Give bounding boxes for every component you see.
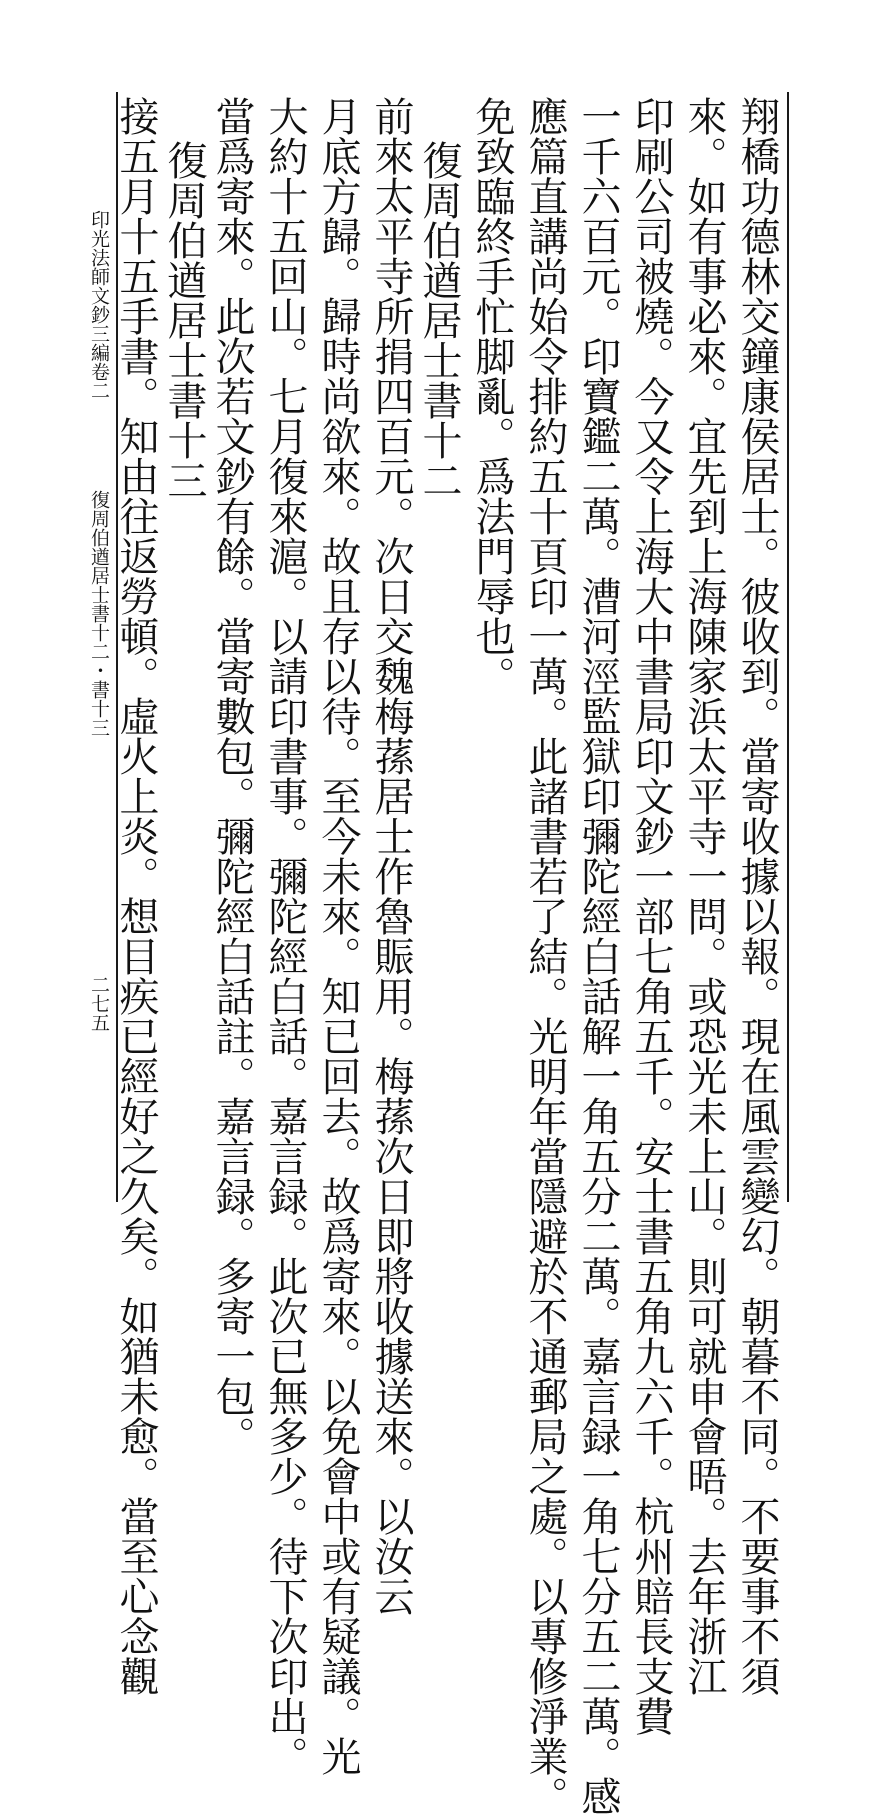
right-border-rule: [787, 92, 789, 1202]
text-column-6: 免致臨終手忙脚亂。爲法門辱也。: [469, 96, 515, 696]
letter-heading-12: 復周伯遒居士書十二: [416, 140, 462, 500]
text-column-2: 來。如有事必來。宜先到上海陳家浜太平寺一問。或恐光未上山。則可就申會晤。去年浙江: [681, 96, 727, 1696]
text-column-9: 月底方歸。歸時尚欲來。故且存以待。至今未來。知已回去。故爲寄來。以免會中或有疑議。光: [315, 96, 361, 1776]
text-column-11: 當爲寄來。此次若文鈔有餘。當寄數包。彌陀經白話註。嘉言録。多寄一包。: [209, 96, 255, 1456]
running-title: 印光法師文鈔三編卷二: [88, 210, 110, 400]
text-column-10: 大約十五回山。七月復來滬。以請印書事。彌陀經白話。嘉言録。此次已無多少。待下次印出。: [262, 96, 308, 1776]
text-column-8: 前來太平寺所捐四百元。次日交魏梅蓀居士作魯賑用。梅蓀次日即將收據送來。以汝云: [368, 96, 414, 1616]
text-column-4: 一千六百元。印寶鑑二萬。漕河涇監獄印彌陀經白話解一角五分二萬。嘉言録一角七分五二萬。感: [575, 96, 621, 1816]
section-title: 復周伯遒居士書十二・書十三: [88, 490, 110, 737]
letter-heading-13: 復周伯遒居士書十三: [161, 140, 207, 500]
page-number: 二七五: [88, 975, 110, 1032]
text-column-3: 印刷公司被燒。今又令上海大中書局印文鈔一部七角五千。安士書五角九六千。杭州賠長支費: [628, 96, 674, 1736]
text-column-13: 接五月十五手書。知由往返勞頓。虛火上炎。想目疾已經好之久矣。如猶未愈。當至心念觀: [113, 96, 159, 1696]
text-column-5: 應篇直講尚始令排約五十頁印一萬。此諸書若了結。光明年當隱避於不通郵局之處。以專修淨業。: [522, 96, 568, 1816]
text-column-1: 翔橋功德林交鐘康侯居士。彼收到。當寄收據以報。現在風雲變幻。朝暮不同。不要事不須: [734, 96, 780, 1696]
